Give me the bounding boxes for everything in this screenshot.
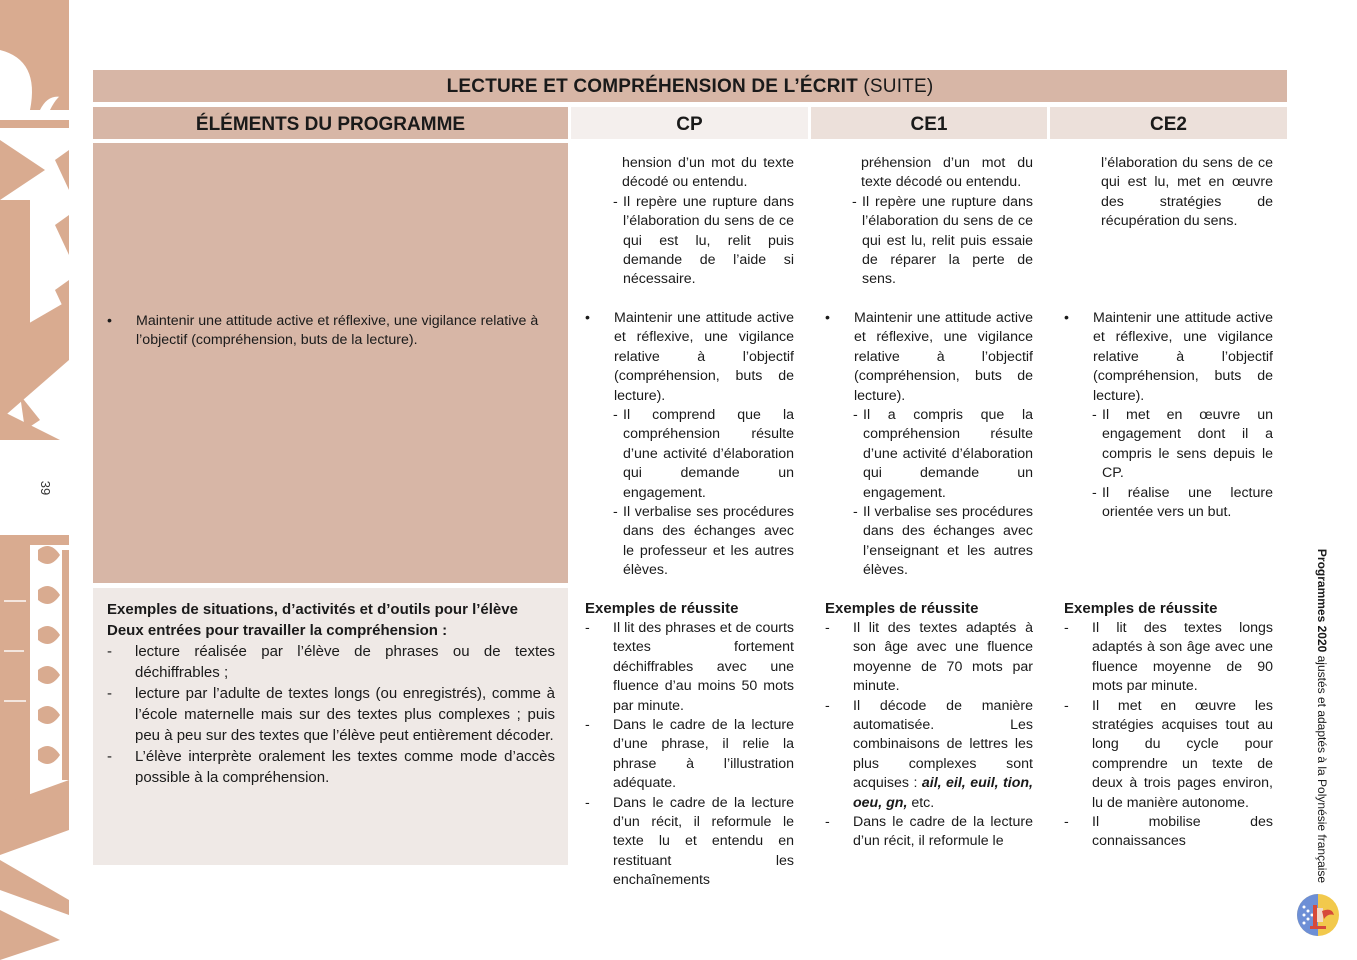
table-title-main: LECTURE ET COMPRÉHENSION DE L’ÉCRIT (446, 76, 858, 97)
dash-icon: - (853, 504, 858, 521)
ce2-bullet-text: Maintenir une attitude active et réflexive, une vigilance relative à l’objectif (compréhension, buts de lecture). (1093, 310, 1273, 404)
dash-icon: - (852, 193, 857, 210)
dash-icon: - (1064, 814, 1069, 831)
examples-heading: Exemples de situations, d’activités et d’outils pour l’élève (107, 601, 518, 618)
dash-icon: - (585, 717, 590, 734)
column-header-ce1: CE1 (811, 107, 1047, 139)
dash-icon: - (613, 504, 618, 521)
cp-success-item: Il lit des phrases et de courts textes fortement déchiffrables avec une fluence d’au moins 50 mots par minute. (613, 620, 794, 714)
dash-icon: - (825, 814, 830, 831)
ce1-success-heading: Exemples de réussite (825, 600, 979, 617)
ce1-success-item-prefix: Il décode de manière automatisée. Les combinaisons de lettres les plus complexes sont acquises : (853, 697, 1033, 792)
cp-continued (613, 154, 794, 290)
programme-example-item: lecture réalisée par l’élève de phrases ou de textes déchiffrables ; (135, 643, 555, 681)
examples-subheading: Deux entrées pour travailler la compréhension : (107, 622, 448, 639)
programme-example-item: L’élève interprète oralement les textes comme mode d’accès possible à la compréhension. (135, 748, 555, 786)
dash-icon: - (585, 620, 590, 636)
table-title-suffix: (SUITE) (857, 76, 934, 97)
footer-vertical-text (1312, 548, 1332, 884)
ce1-success-examples (825, 598, 1033, 852)
ce1-continued-text: préhension d’un mot du texte décodé ou entendu. (861, 155, 1033, 191)
dash-icon: - (1064, 620, 1069, 636)
table-title (93, 70, 1287, 102)
cp-success-item: Dans le cadre de la lecture d’une phrase, il relie la phrase à l’illustration adéquate. (613, 717, 794, 792)
column-header-cp: CP (571, 107, 808, 139)
bullet-icon: • (107, 313, 112, 329)
dash-icon: - (585, 794, 590, 811)
letter-combinations: ail, eil, euil, tion, oeu, gn, (853, 775, 1033, 811)
dash-icon: - (1064, 697, 1069, 714)
cp-success-heading: Exemples de réussite (585, 600, 739, 617)
programme-cell-row1 (93, 143, 568, 583)
dash-icon: - (613, 407, 618, 424)
programme-example-item: lecture par l’adulte de textes longs (ou enregistrés), comme à l’école maternelle mais sur des textes plus complexes ; puis peu à peu sur des textes que l’élève peut entièrement décoder. (135, 685, 555, 744)
dash-icon: - (825, 697, 830, 714)
ce2-success-item: Il met en œuvre les stratégies acquises tout au long du cycle pour comprendre un texte de deux à trois pages environ, lu de manière autonome. (1092, 697, 1273, 811)
dash-icon: - (853, 407, 858, 424)
polynesia-emblem-logo (1296, 893, 1340, 937)
ce1-item: Il a compris que la compréhension résulte d’une activité d’élaboration qui demande un engagement. (863, 407, 1033, 501)
ce1-continued-item: Il repère une rupture dans l’élaboration du sens de ce qui est lu, relit puis essaie de réparer la perte de sens. (862, 193, 1033, 288)
dash-icon: - (107, 643, 112, 660)
ce2-success-item: Il lit des textes longs adaptés à son âge avec une fluence moyenne de 90 mots par minute. (1092, 620, 1273, 695)
dash-icon: - (825, 620, 830, 636)
ce1-success-item: Il lit des textes adaptés à son âge avec une fluence moyenne de 70 mots par minute. (853, 620, 1033, 695)
dash-icon: - (1092, 484, 1097, 501)
cp-item: Il verbalise ses procédures dans des échanges avec le professeur et les autres élèves. (623, 504, 794, 579)
bullet-icon: • (825, 310, 830, 326)
dash-icon: - (107, 748, 112, 765)
bullet-icon: • (585, 310, 590, 326)
ce2-item: Il réalise une lecture orientée vers un but. (1102, 484, 1273, 521)
dash-icon: - (613, 193, 618, 210)
ce1-item: Il verbalise ses procédures dans des échanges avec l’enseignant et les autres élèves. (863, 504, 1033, 579)
ce1-success-item: Dans le cadre de la lecture d’un récit, il reformule le (853, 814, 1033, 850)
ce2-continued: l’élaboration du sens de ce qui est lu, met en œuvre des stratégies de récupération du sens. (1101, 155, 1273, 230)
ce2-item: Il met en œuvre un engagement dont il a compris le sens depuis le CP. (1102, 407, 1273, 482)
programme-bullet (107, 312, 555, 351)
programme-examples (107, 599, 555, 788)
ce2-success-examples (1064, 598, 1273, 852)
ce2-success-heading: Exemples de réussite (1064, 600, 1218, 617)
column-header-ce2: CE2 (1050, 107, 1287, 139)
cp-continued-text: hension d’un mot du texte décodé ou entendu. (622, 155, 794, 191)
cp-success-examples (585, 598, 794, 891)
ce1-attitude (825, 309, 1033, 581)
cp-item: Il comprend que la compréhension résulte d’une activité d’élaboration qui demande un engagement. (623, 407, 794, 501)
programme-text: Maintenir une attitude active et réflexive, une vigilance relative à l’objectif (compréhension, buts de la lecture). (136, 313, 539, 349)
cp-attitude (585, 309, 794, 581)
page-number: 39 (38, 480, 53, 496)
column-header-programme: ÉLÉMENTS DU PROGRAMME (93, 107, 568, 139)
cp-success-item: Dans le cadre de la lecture d’un récit, il reformule le texte lu et entendu en restituant les enchaînements (613, 794, 794, 889)
ce2-success-item: Il mobilise des connaissances (1092, 814, 1273, 850)
footer-rest: ajustés et adaptés à la Polynésie française (1315, 652, 1329, 884)
dash-icon: - (1092, 407, 1097, 424)
cp-bullet-text: Maintenir une attitude active et réflexive, une vigilance relative à l’objectif (compréhension, buts de lecture). (614, 310, 794, 404)
footer-bold: Programmes 2020 (1315, 548, 1329, 653)
ce2-attitude (1064, 309, 1273, 522)
ce1-continued (852, 154, 1033, 290)
bullet-icon: • (1064, 310, 1069, 326)
cp-continued-item: Il repère une rupture dans l’élaboration du sens de ce qui est lu, relit puis demande de l’aide si nécessaire. (623, 193, 794, 288)
ce1-success-item-suffix: etc. (907, 794, 935, 811)
dash-icon: - (107, 685, 112, 702)
ce1-bullet-text: Maintenir une attitude active et réflexive, une vigilance relative à l’objectif (compréhension, buts de lecture). (854, 310, 1033, 404)
